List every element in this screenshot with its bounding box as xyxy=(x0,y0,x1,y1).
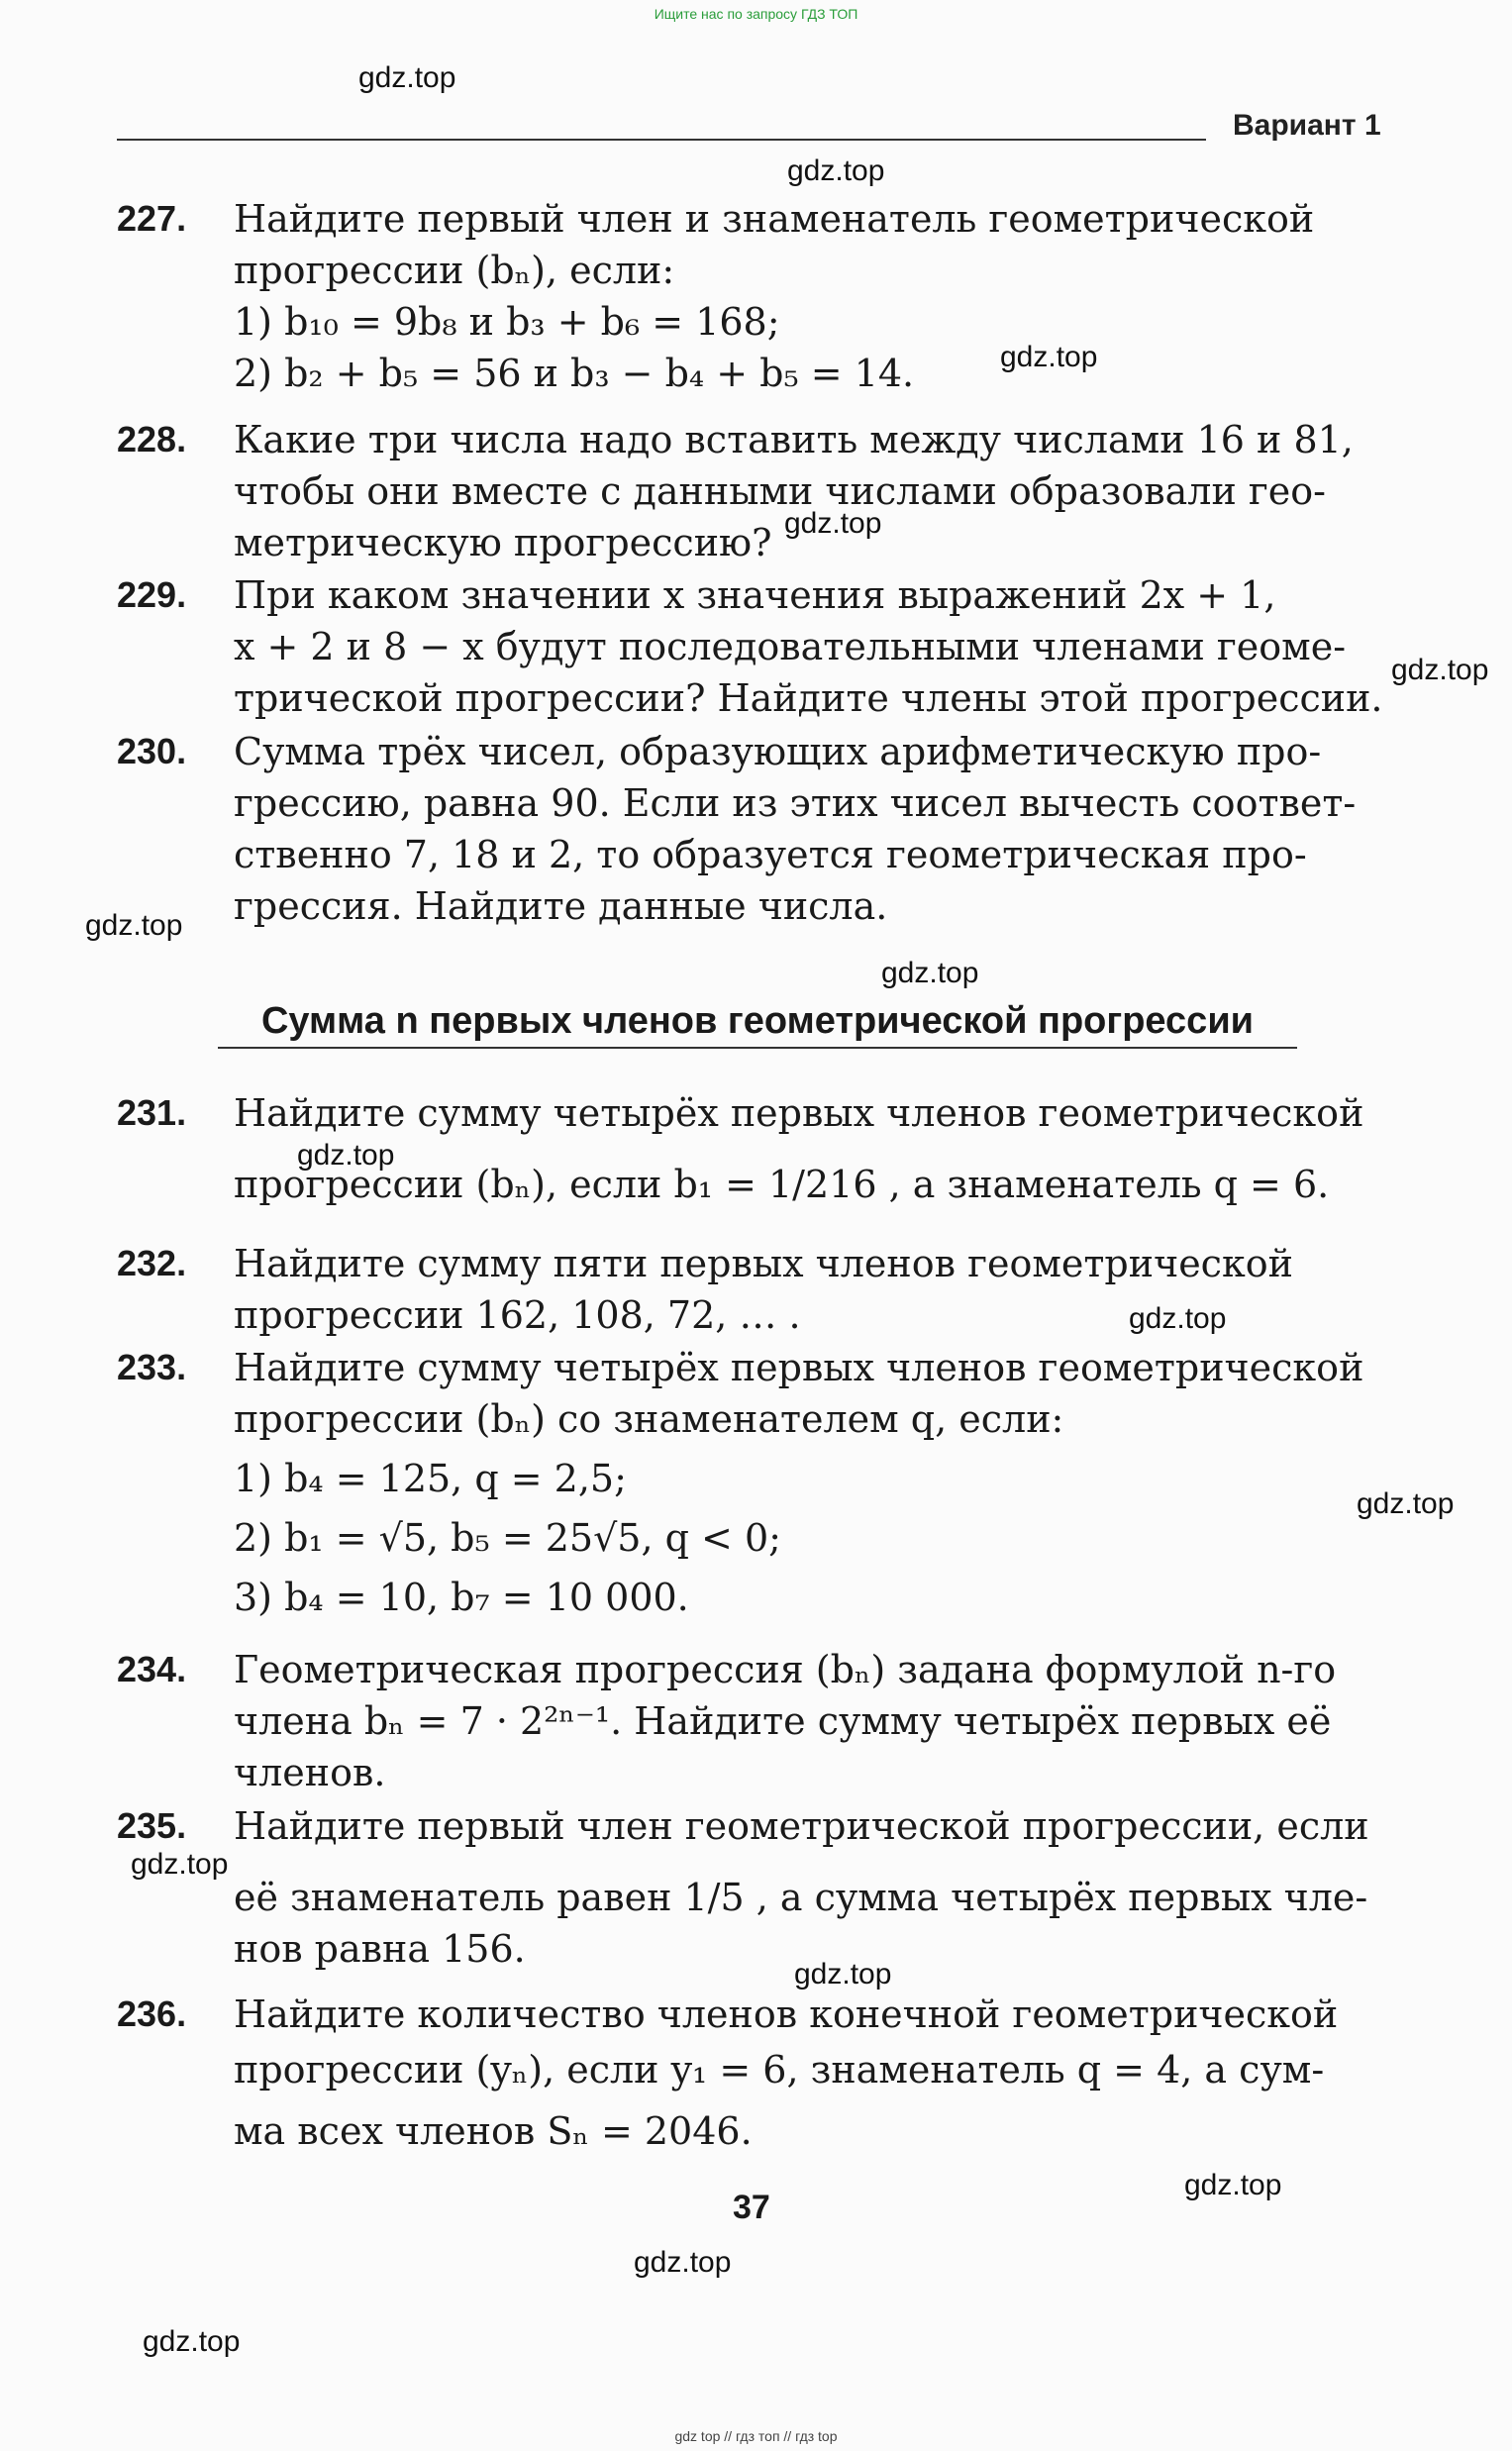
problem-line: Найдите первый член геометрической прогрессии, если xyxy=(234,1804,1369,1848)
problem-number: 230. xyxy=(117,731,187,771)
header-divider xyxy=(117,139,1206,141)
problem-line: Геометрическая прогрессия (bₙ) задана формулой n-го xyxy=(234,1648,1337,1691)
problem-line: её знаменатель равен 1/5 , а сумма четырёх первых чле- xyxy=(234,1876,1368,1919)
problem-number: 234. xyxy=(117,1649,187,1689)
problem-number: 228. xyxy=(117,419,187,460)
problem-line: 1) b₄ = 125, q = 2,5; xyxy=(234,1457,627,1500)
problem-line: грессия. Найдите данные числа. xyxy=(234,884,888,928)
problem-line: Найдите сумму пяти первых членов геометрической xyxy=(234,1242,1293,1285)
problem-234 xyxy=(117,1644,1404,1798)
problem-line: При каком значении x значения выражений 2x + 1, xyxy=(234,573,1276,617)
problem-227 xyxy=(117,193,1404,399)
problem-line: грессию, равна 90. Если из этих чисел вычесть соответ- xyxy=(234,781,1357,825)
watermark: gdz.top xyxy=(131,1848,229,1881)
problem-line: Сумма трёх чисел, образующих арифметическую про- xyxy=(234,730,1322,773)
watermark: gdz.top xyxy=(1391,654,1489,686)
problem-line: ственно 7, 18 и 2, то образуется геометрическая про- xyxy=(234,833,1307,876)
problem-line: трической прогрессии? Найдите члены этой прогрессии. xyxy=(234,676,1383,720)
problem-number: 229. xyxy=(117,574,187,615)
problem-line: 2) b₂ + b₅ = 56 и b₃ − b₄ + b₅ = 14. xyxy=(234,352,915,395)
problem-line: метрическую прогрессию? xyxy=(234,521,772,564)
problem-line: Найдите количество членов конечной геометрической xyxy=(234,1992,1339,2036)
bottom-site-link[interactable]: gdz top // гдз топ // гдз top xyxy=(674,2428,838,2444)
problem-number: 236. xyxy=(117,1993,187,2034)
problem-line: члена bₙ = 7 · 2²ⁿ⁻¹. Найдите сумму четырёх первых её xyxy=(234,1699,1332,1743)
problem-number: 233. xyxy=(117,1347,187,1387)
problem-236 xyxy=(117,1989,1404,2157)
page-number: 37 xyxy=(733,2189,770,2226)
problem-228 xyxy=(117,414,1404,568)
watermark: gdz.top xyxy=(787,154,885,187)
watermark: gdz.top xyxy=(794,1958,892,1991)
watermark: gdz.top xyxy=(1184,2169,1282,2201)
watermark: gdz.top xyxy=(634,2246,732,2279)
problem-line: нов равна 156. xyxy=(234,1927,526,1971)
problem-230 xyxy=(117,726,1404,932)
problem-line: прогрессии (bₙ), если: xyxy=(234,249,675,292)
problem-line: Какие три числа надо вставить между числами 16 и 81, xyxy=(234,418,1354,461)
problem-line: прогрессии 162, 108, 72, … . xyxy=(234,1293,801,1337)
problem-number: 232. xyxy=(117,1243,187,1283)
problem-line: x + 2 и 8 − x будут последовательными членами геоме- xyxy=(234,625,1347,668)
watermark: gdz.top xyxy=(881,957,979,989)
watermark: gdz.top xyxy=(85,909,183,942)
problem-233 xyxy=(117,1342,1404,1623)
problem-number: 227. xyxy=(117,198,187,239)
watermark: gdz.top xyxy=(358,61,456,94)
problem-number: 231. xyxy=(117,1092,187,1133)
watermark: gdz.top xyxy=(143,2325,241,2358)
problem-232 xyxy=(117,1238,1404,1341)
problem-line: 2) b₁ = √5, b₅ = 25√5, q < 0; xyxy=(234,1516,781,1560)
watermark: gdz.top xyxy=(297,1139,395,1172)
problem-229 xyxy=(117,569,1404,724)
problem-235 xyxy=(117,1800,1404,1975)
top-site-link[interactable]: Ищите нас по запросу ГДЗ ТОП xyxy=(654,6,858,22)
variant-label: Вариант 1 xyxy=(1233,109,1381,142)
problem-line: Найдите сумму четырёх первых членов геометрической xyxy=(234,1091,1364,1135)
problem-231 xyxy=(117,1087,1404,1210)
problem-line: Найдите сумму четырёх первых членов геометрической xyxy=(234,1346,1364,1389)
problem-line: прогрессии (bₙ) со знаменателем q, если: xyxy=(234,1397,1064,1441)
problem-number: 235. xyxy=(117,1805,187,1846)
problem-line: прогрессии (yₙ), если y₁ = 6, знаменатель q = 4, а сум- xyxy=(234,2048,1325,2092)
problem-line: 1) b₁₀ = 9b₈ и b₃ + b₆ = 168; xyxy=(234,300,780,344)
problem-line: 3) b₄ = 10, b₇ = 10 000. xyxy=(234,1576,689,1619)
watermark: gdz.top xyxy=(1357,1487,1455,1520)
problem-line: Найдите первый член и знаменатель геометрической xyxy=(234,197,1315,241)
problem-line: членов. xyxy=(234,1751,386,1794)
watermark: gdz.top xyxy=(784,507,882,540)
watermark: gdz.top xyxy=(1129,1302,1227,1335)
problem-line: чтобы они вместе с данными числами образовали гео- xyxy=(234,469,1326,513)
problem-line: ма всех членов Sₙ = 2046. xyxy=(234,2109,753,2153)
section-title: Сумма n первых членов геометрической прогрессии xyxy=(218,1000,1297,1049)
problem-line: прогрессии (bₙ), если b₁ = 1/216 , а знаменатель q = 6. xyxy=(234,1163,1330,1206)
watermark: gdz.top xyxy=(1000,341,1098,373)
